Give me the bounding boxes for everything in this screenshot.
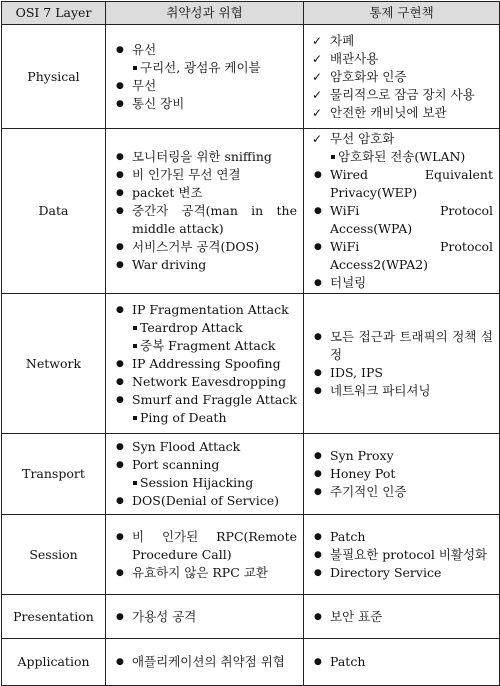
vulnerabilities-list	[112, 301, 297, 427]
header-vulnerabilities: 취약성과 위협	[106, 2, 304, 25]
list-item: ● 무선	[112, 77, 297, 95]
vulnerabilities-cell	[106, 129, 304, 294]
list-item: ● Patch	[310, 528, 493, 546]
list-item: ● Network Eavesdropping	[112, 373, 297, 391]
sub-list-item: Ping of Death	[112, 409, 297, 427]
list-item: ● 모든 접근과 트래픽의 정책 설정	[310, 328, 493, 364]
checklist-item: ✓ 배관사용	[310, 50, 493, 68]
list-item: ● packet 변조	[112, 184, 297, 202]
checklist-item: ✓ 물리적으로 잠금 장치 사용	[310, 86, 493, 104]
list-item: ● 보안 표준	[310, 608, 493, 626]
vulnerabilities-cell	[106, 434, 304, 515]
vulnerabilities-list	[112, 438, 297, 510]
list-item: ● War driving	[112, 256, 297, 274]
list-item: ● Syn Flood Attack	[112, 438, 297, 456]
list-item: ● 불필요한 protocol 비활성화	[310, 546, 493, 564]
controls-list	[310, 447, 493, 501]
list-item: ● WiFi Protocol Access2(WPA2)	[310, 238, 493, 274]
checklist-item: ✓ 암호화와 인증	[310, 68, 493, 86]
list-item: ● 서비스거부 공격(DOS)	[112, 238, 297, 256]
vulnerabilities-cell	[106, 515, 304, 595]
vulnerabilities-list	[112, 608, 297, 626]
controls-cell	[304, 434, 500, 515]
controls-list	[310, 328, 493, 400]
controls-list	[310, 32, 493, 122]
vulnerabilities-cell	[106, 595, 304, 639]
layer-name: Session	[2, 515, 106, 595]
list-item: ● 유선	[112, 41, 297, 59]
controls-cell	[304, 595, 500, 639]
list-item: ● 모니터링을 위한 sniffing	[112, 148, 297, 166]
layer-name: Application	[2, 639, 106, 686]
controls-cell	[304, 129, 500, 294]
table-row	[2, 25, 500, 129]
list-item: ● WiFi Protocol Access(WPA)	[310, 202, 493, 238]
controls-list	[310, 528, 493, 582]
list-item: ● 네트워크 파티셔닝	[310, 382, 493, 400]
table-row	[2, 129, 500, 294]
sub-list-item: 암호화된 전송(WLAN)	[310, 148, 493, 166]
sub-list-item: Session Hijacking	[112, 474, 297, 492]
list-item: ● IDS, IPS	[310, 364, 493, 382]
list-item: ● Smurf and Fraggle Attack	[112, 391, 297, 409]
layer-name: Transport	[2, 434, 106, 515]
vulnerabilities-list	[112, 148, 297, 274]
checklist-item: ✓ 차폐	[310, 32, 493, 50]
list-item: ● 애플리케이션의 취약점 위협	[112, 653, 297, 671]
list-item: ● 비 인가된 RPC(Remote Procedure Call)	[112, 528, 297, 564]
sub-list-item: Teardrop Attack	[112, 319, 297, 337]
layer-name: Data	[2, 129, 106, 294]
list-item: ● 터널링	[310, 274, 493, 292]
header-row	[2, 2, 500, 25]
list-item: ● Patch	[310, 653, 493, 671]
table-row	[2, 294, 500, 434]
list-item: ● 통신 장비	[112, 95, 297, 113]
table-row	[2, 515, 500, 595]
list-item: ● Port scanning	[112, 456, 297, 474]
list-item: ● Directory Service	[310, 564, 493, 582]
checklist-item: ✓ 무선 암호화	[310, 130, 493, 148]
layer-name: Presentation	[2, 595, 106, 639]
osi-security-table	[1, 1, 500, 686]
table-row	[2, 639, 500, 686]
controls-cell	[304, 639, 500, 686]
table-row	[2, 595, 500, 639]
list-item: ● 주기적인 인증	[310, 483, 493, 501]
vulnerabilities-cell	[106, 639, 304, 686]
list-item: ● 가용성 공격	[112, 608, 297, 626]
list-item: ● Syn Proxy	[310, 447, 493, 465]
list-item: ● 중간자 공격(man in the middle attack)	[112, 202, 297, 238]
vulnerabilities-list	[112, 528, 297, 582]
table-row	[2, 434, 500, 515]
controls-cell	[304, 515, 500, 595]
list-item: ● Wired Equivalent Privacy(WEP)	[310, 166, 493, 202]
vulnerabilities-cell	[106, 294, 304, 434]
list-item: ● Honey Pot	[310, 465, 493, 483]
header-layer: OSI 7 Layer	[2, 2, 106, 25]
controls-cell	[304, 294, 500, 434]
controls-list	[310, 653, 493, 671]
list-item: ● 유효하지 않은 RPC 교환	[112, 564, 297, 582]
checklist-item: ✓ 안전한 캐비닛에 보관	[310, 104, 493, 122]
layer-name: Physical	[2, 25, 106, 129]
layer-name: Network	[2, 294, 106, 434]
controls-cell	[304, 25, 500, 129]
vulnerabilities-list	[112, 41, 297, 113]
sub-list-item: 구리선, 광섬유 케이블	[112, 59, 297, 77]
vulnerabilities-cell	[106, 25, 304, 129]
controls-list	[310, 130, 493, 292]
list-item: ● IP Addressing Spoofing	[112, 355, 297, 373]
controls-list	[310, 608, 493, 626]
list-item: ● 비 인가된 무선 연결	[112, 166, 297, 184]
vulnerabilities-list	[112, 653, 297, 671]
header-controls: 통제 구현책	[304, 2, 500, 25]
list-item: ● DOS(Denial of Service)	[112, 492, 297, 510]
list-item: ● IP Fragmentation Attack	[112, 301, 297, 319]
sub-list-item: 중복 Fragment Attack	[112, 337, 297, 355]
